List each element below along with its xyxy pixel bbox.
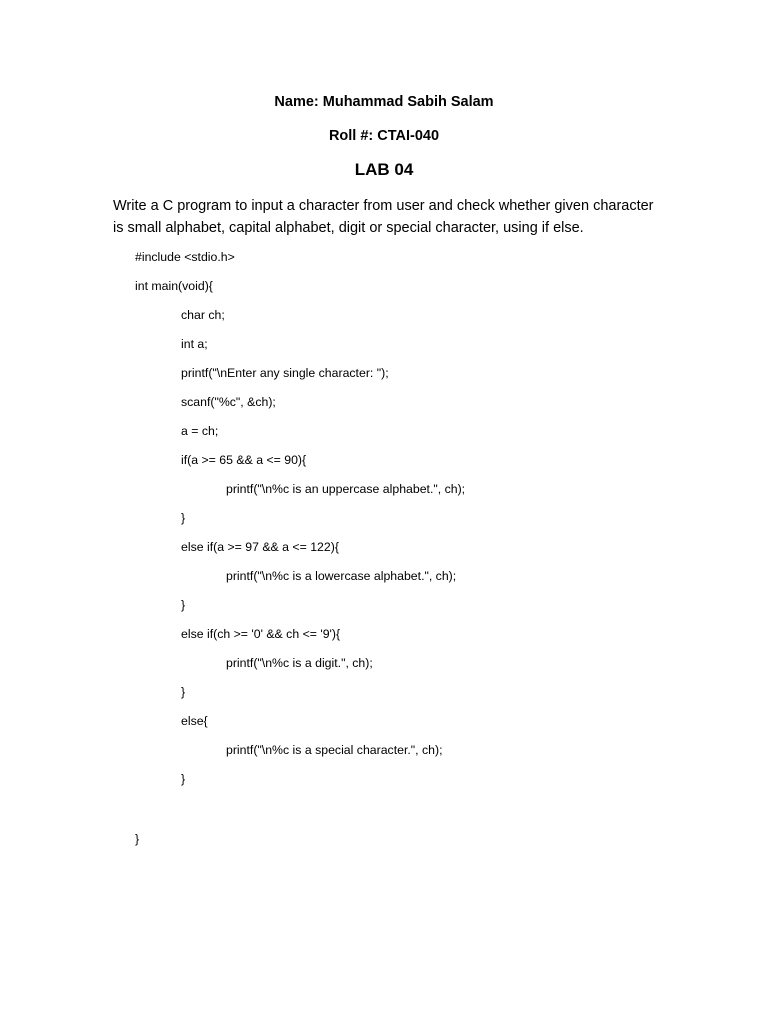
code-line-include: #include <stdio.h> bbox=[135, 250, 235, 264]
question-line-1: Write a C program to input a character from user and check whether given character bbox=[113, 198, 654, 214]
code-line-printf-upper: printf("\n%c is an uppercase alphabet.", ch); bbox=[226, 482, 466, 496]
code-line-printf-lower: printf("\n%c is a lowercase alphabet.", ch); bbox=[226, 569, 457, 583]
code-line-scanf: scanf("%c", &ch); bbox=[181, 395, 276, 409]
code-line-close-brace: } bbox=[181, 598, 186, 612]
question-line-2: is small alphabet, capital alphabet, digit or special character, using if else. bbox=[113, 220, 584, 236]
code-line-char-decl: char ch; bbox=[181, 308, 225, 322]
code-line-main: int main(void){ bbox=[135, 279, 213, 293]
code-line-assign: a = ch; bbox=[181, 424, 219, 438]
code-line-printf-digit: printf("\n%c is a digit.", ch); bbox=[226, 656, 373, 670]
code-line-main-close: } bbox=[135, 832, 140, 846]
code-line-close-brace: } bbox=[181, 772, 186, 786]
lab-title: LAB 04 bbox=[354, 160, 414, 179]
code-line-close-brace: } bbox=[181, 511, 186, 525]
student-name: Name: Muhammad Sabih Salam bbox=[274, 94, 494, 110]
code-line-int-decl: int a; bbox=[181, 337, 208, 351]
code-line-printf-special: printf("\n%c is a special character.", ch); bbox=[226, 743, 443, 757]
roll-number: Roll #: CTAI-040 bbox=[328, 128, 440, 144]
question-text bbox=[113, 195, 693, 239]
code-line-printf-prompt: printf("\nEnter any single character: "); bbox=[181, 366, 389, 380]
code-line-close-brace: } bbox=[181, 685, 186, 699]
code-line-elseif-lower: else if(a >= 97 && a <= 122){ bbox=[181, 540, 339, 554]
code-line-else: else{ bbox=[181, 714, 208, 728]
code-line-if-upper: if(a >= 65 && a <= 90){ bbox=[181, 453, 307, 467]
code-line-elseif-digit: else if(ch >= '0' && ch <= '9'){ bbox=[181, 627, 341, 641]
